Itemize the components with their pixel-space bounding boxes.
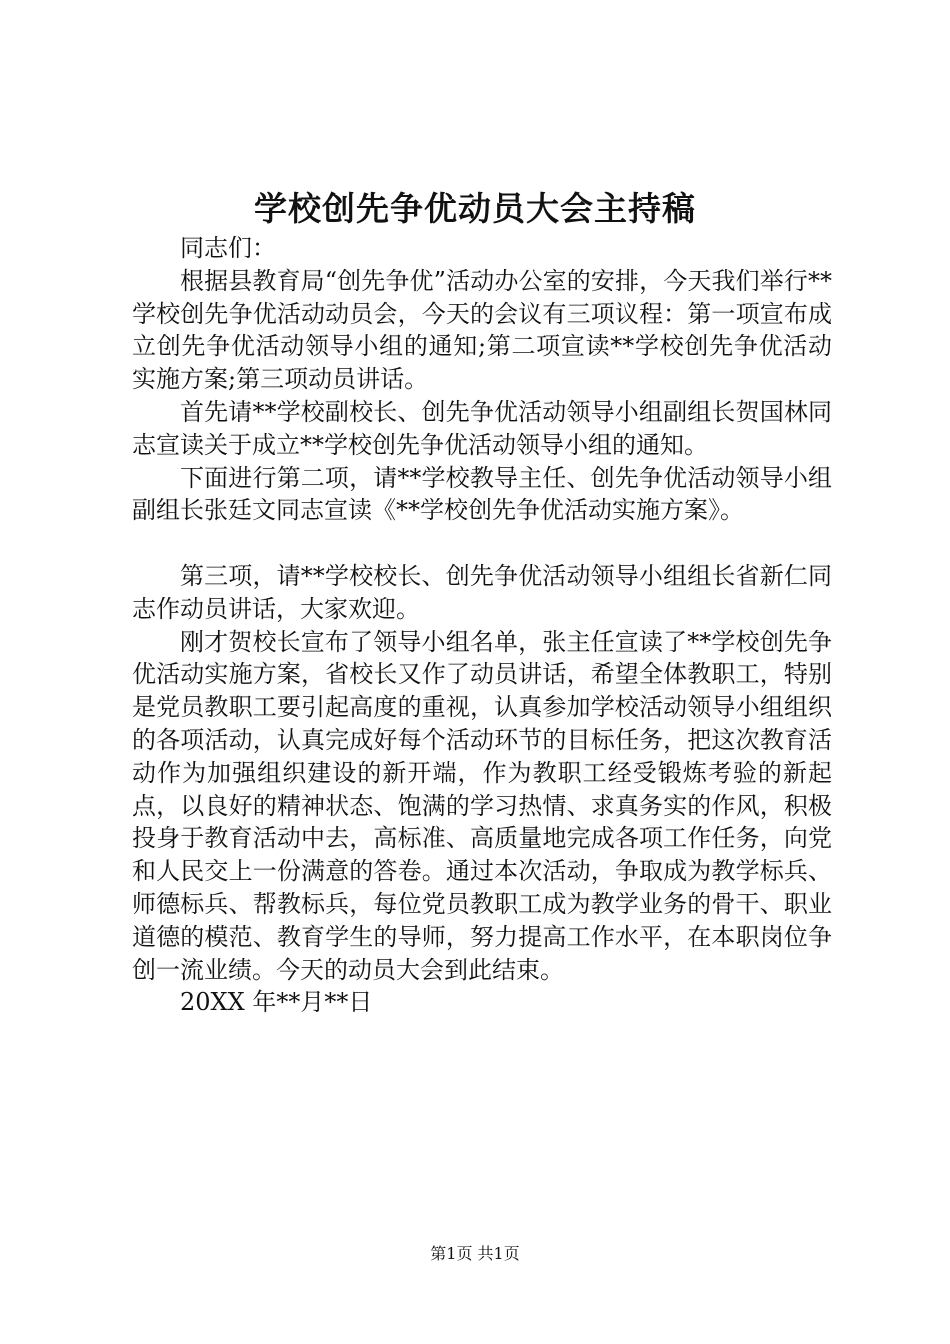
salutation: 同志们： (180, 234, 276, 262)
paragraph-item-one: 首先请**学校副校长、创先争优活动领导小组副组长贺国林同志宣读关于成立**学校创先争优活动领导小组的通知。 (132, 397, 832, 459)
paragraph-agenda: 根据县教育局“创先争优”活动办公室的安排，今天我们举行**学校创先争优活动动员会，今天的会议有三项议程：第一项宣布成立创先争优活动领导小组的通知;第二项宣读**学校创先争优活动实施方案;第三项动员讲话。 (132, 266, 832, 394)
paragraph-item-three: 第三项，请**学校校长、创先争优活动领导小组组长省新仁同志作动员讲话，大家欢迎。 (132, 561, 832, 623)
blank-line (132, 527, 832, 560)
paragraph-closing: 刚才贺校长宣布了领导小组名单，张主任宣读了**学校创先争优活动实施方案，省校长又作了动员讲话，希望全体教职工，特别是党员教职工要引起高度的重视，认真参加学校活动领导小组组织的各项活动，认真完成好每个活动环节的目标任务，把这次教育活动作为加强组织建设的新开端，作为教职工经受锻炼考验的新起点，以良好的精神状态、饱满的学习热情、求真务实的作风，积极投身于教育活动中去，高标准、高质量地完成各项工作任务，向党和人民交上一份满意的答卷。通过本次活动，争取成为教学标兵、师德标兵、帮教标兵，每位党员教职工成为教学业务的骨干、职业道德的模范、教育学生的导师，努力提高工作水平，在本职岗位争创一流业绩。今天的动员大会到此结束。 (132, 627, 832, 984)
document-body (132, 232, 832, 1019)
paragraph-item-two: 下面进行第二项，请**学校教导主任、创先争优活动领导小组副组长张廷文同志宣读《**学校创先争优活动实施方案》。 (132, 463, 832, 525)
page-footer: 第1页 共1页 (430, 1244, 520, 1263)
document-title: 学校创先争优动员大会主持稿 (254, 189, 696, 228)
document-date: 20XX 年**月**日 (180, 988, 373, 1017)
